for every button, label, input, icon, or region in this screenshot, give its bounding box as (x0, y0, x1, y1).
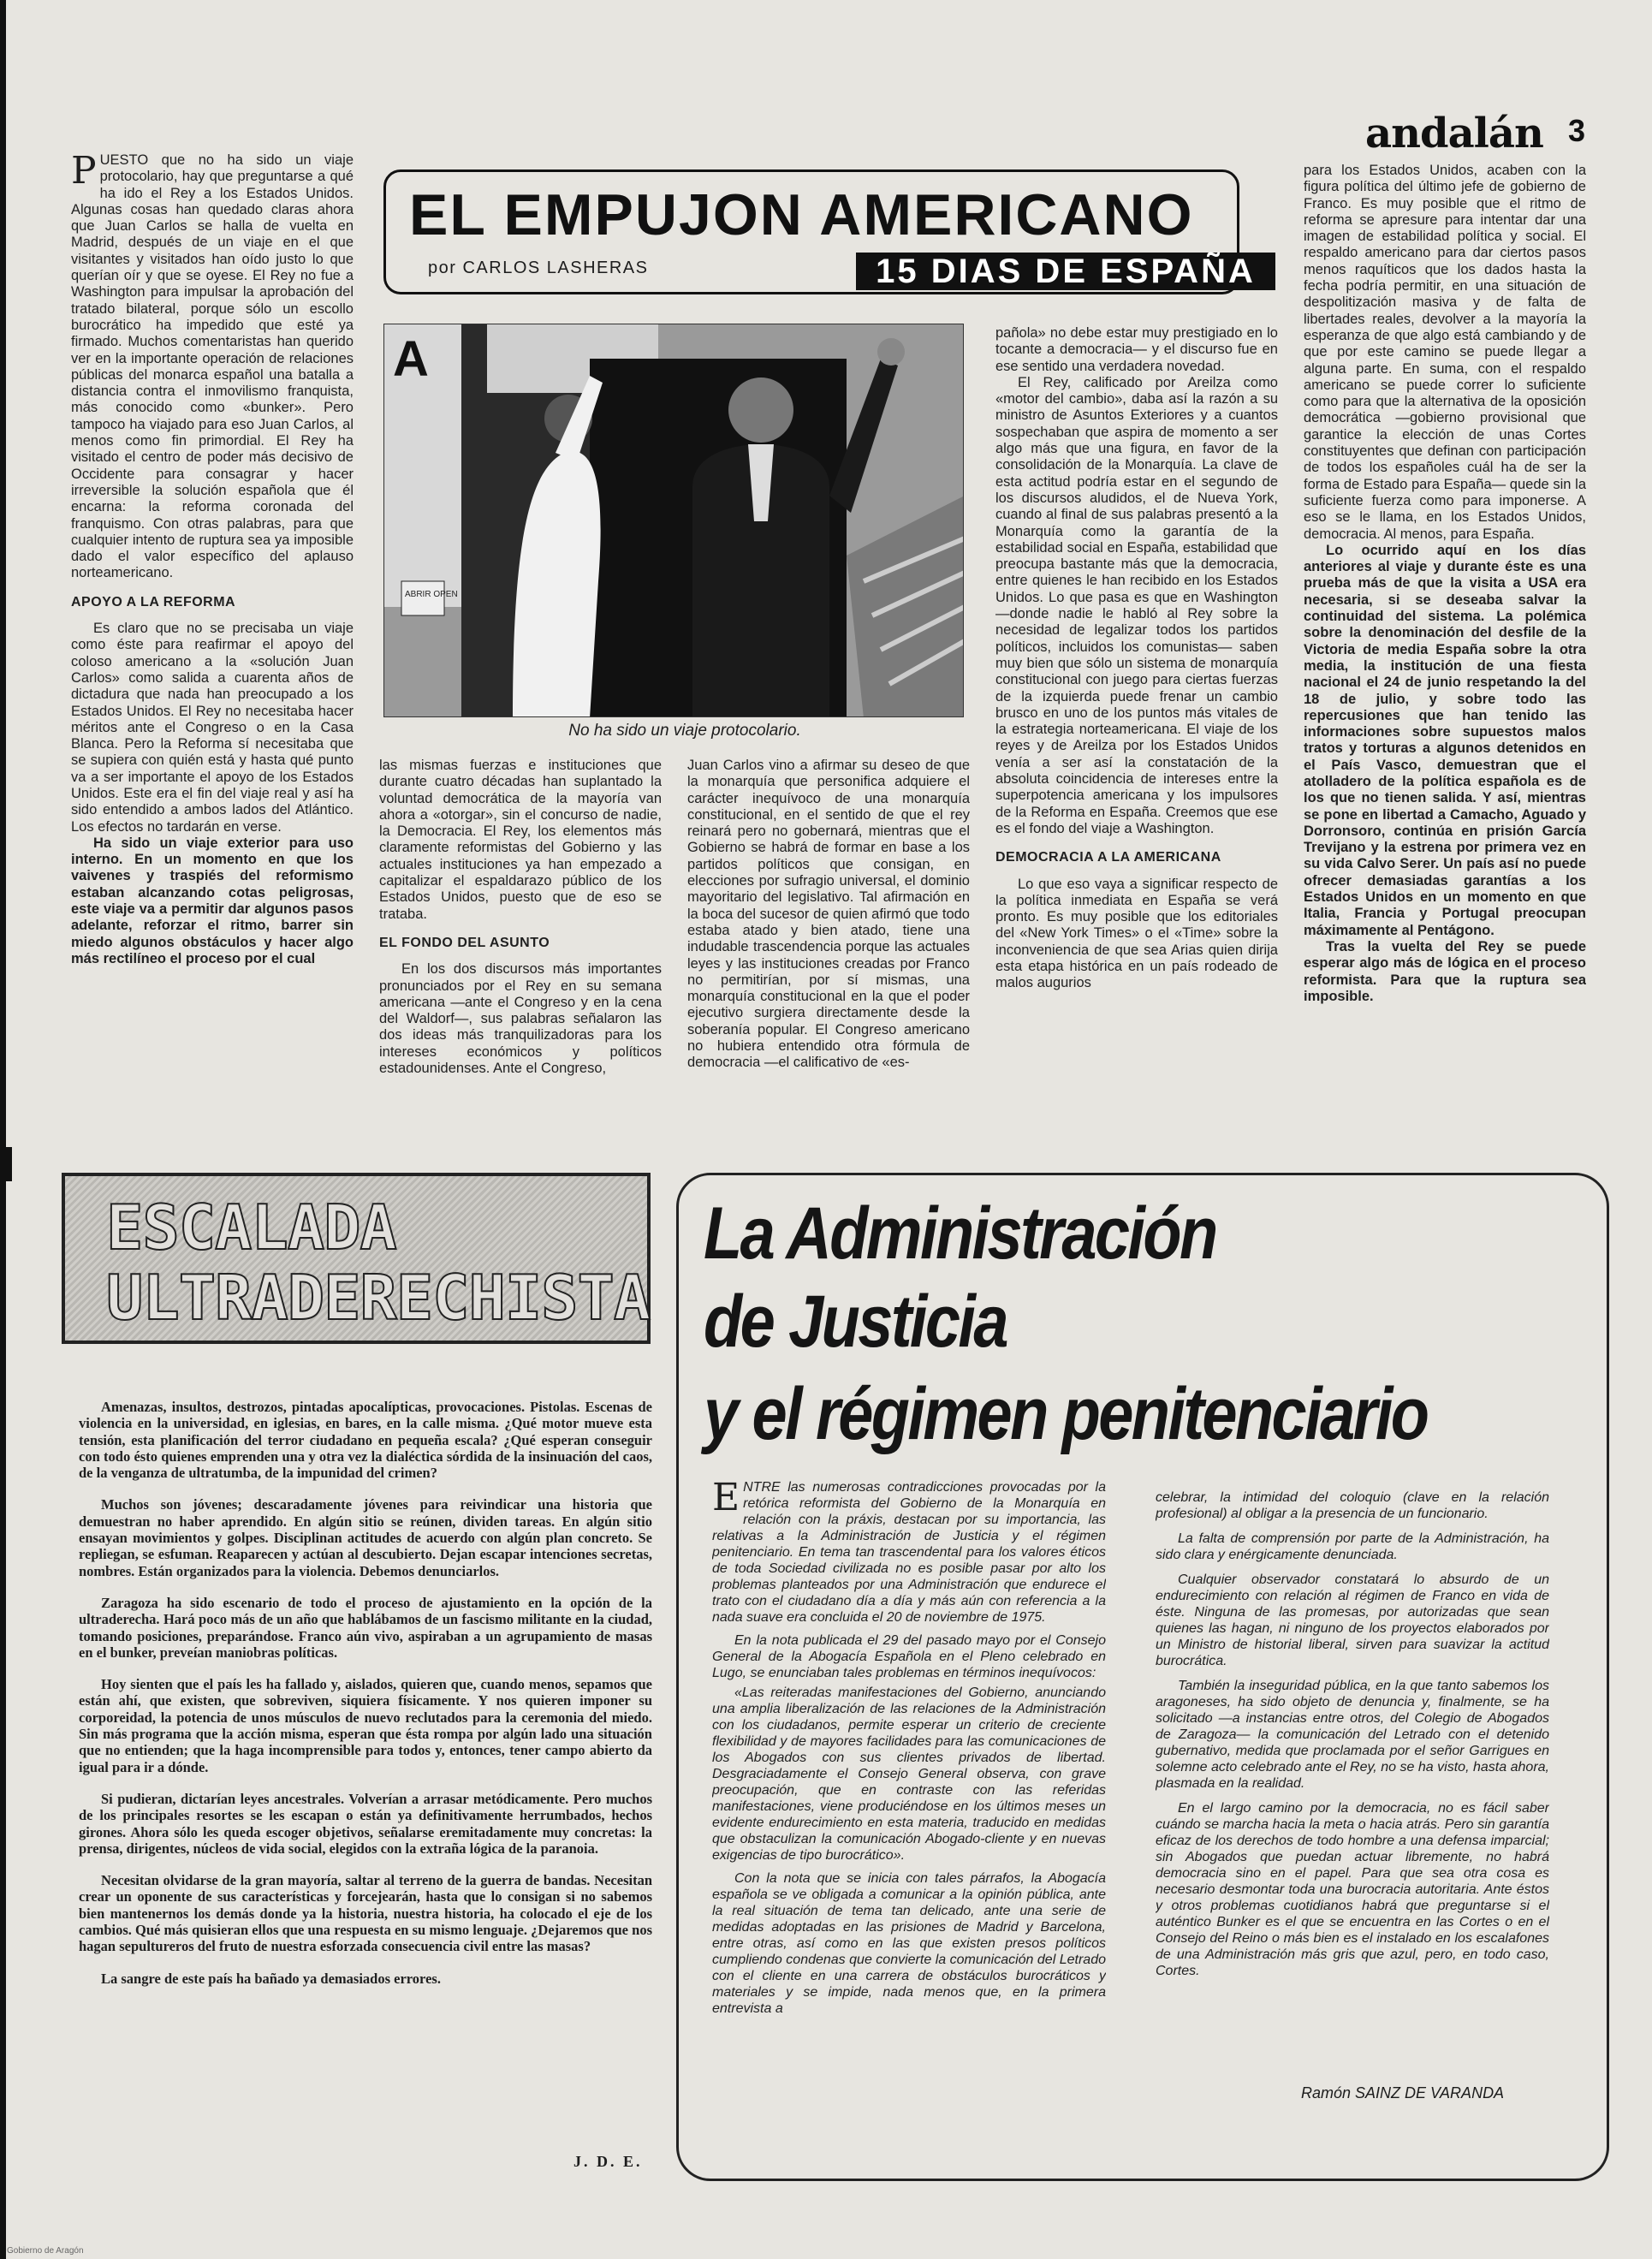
paragraph: Lo que eso vaya a significar respecto de la política inmediata en España se verá pronto. Es muy posible que los editoriales del «New York Times» o el «Time» sobre la inconveniencia de que sea Arias quien dirija esta etapa histórica en un país rodeado de malos augurios (995, 876, 1278, 991)
page-edge-mark (0, 1147, 12, 1181)
escalada-title-line1: ESCALADA (106, 1192, 396, 1263)
subheading: DEMOCRACIA A LA AMERICANA (995, 850, 1221, 865)
paragraph: Lo ocurrido aquí en los días anteriores al viaje y durante éste es una prueba más de que la visita a USA era necesaria, si se deseaba salvar la continuidad del sistema. La polémica sobre la denominación del desfile de la Victoria de media España sobre la otra media, la institución de una fiesta nacional el 24 de junio respetando la del 18 de julio, y sobre todo las repercusiones que han tenido las informaciones sobre supuestos malos tratos y torturas a algunos detenidos en el País Vasco, demuestran que el atolladero de la política española es de los que no tienen salida. Y así, mientras se pone en libertad a Camacho, Aguado y Dorronsoro, continúa en prisión García Trevijano y la estrena por primera vez en su vida Calvo Serer. Un país así no puede ofrecer demasiadas garantías a los Estados Unidos en un momento en que Italia, Francia y Portugal preocupan máximamente al Pentágono. (1304, 542, 1586, 938)
paragraph: Con la nota que se inicia con tales párrafos, la Abogacía española se ve obligada a comunicar a la opinión pública, ante la real situación de tema tan delicado, ante una serie de medidas adoptadas en las prisiones de Madrid y Barcelona, entre otras, así como en las que existen presos políticos cumpliendo condenas que convierte la comunicación del Letrado con el cliente en una carrera de obstáculos burocráticos y materiales y se impide, nada menos que, en la primera entrevista a (712, 1871, 1106, 2016)
paragraph: NTRE las numerosas contradicciones provocadas por la retórica reformista del Gobierno de la Monarquía en relación con la práxis, destacan por su importancia, las relativas a la Administración de Justicia y el régimen penitenciario. En tema tan trascendental para los valores éticos de toda Sociedad civilizada no es posible pasar por alto los problemas planteados por una Administración que endurece el trato con el ciudadano día a día y más aún con referencia a la nada suave era concluida el 20 de noviembre de 1975. (712, 1480, 1106, 1625)
section-banner: 15 DIAS DE ESPAÑA (856, 253, 1275, 290)
paragraph: La sangre de este país ha bañado ya demasiados errores. (101, 1970, 441, 1987)
paragraph: El Rey, calificado por Areilza como «motor del cambio», daba así la razón a su ministro de Asuntos Exteriores y a cuantos sospechaban que aspira de momento a ser algo más que una figura, en favor de la consolidación de la Monarquía. La clave de esta actitud podría estar en el segundo de los discursos aludidos, el de Nueva York, cuando al final de sus palabras presentó a la Monarquía como la garantía de la estabilidad social en España, estabilidad que preocupa bastante más que la democracia, entre quienes le han recibido en los Estados Unidos. Lo que pasa es que en Washington —donde nadie le habló al Rey sobre la necesidad de legalizar todos los partidos políticos, incluidos los comunistas— saben muy bien que sólo un sistema de monarquía constitucional con juego para ciertas fuerzas de la izquierda puede frenar un cambio brusco en uno de los puntos más vitales de la estrategia norteamericana. El viaje de los reyes y de Areilza por los Estados Unidos venía a ser así la constatación de la absoluta coincidencia de intereses entre la superpotencia americana y los impulsores de la Reforma en España. Creemos que ese es el fondo del viaje a Washington. (995, 374, 1278, 836)
byline: por CARLOS LASHERAS (428, 259, 649, 277)
paragraph: Zaragoza ha sido escenario de todo el proceso de ajustamiento en la opción de la ultraderecha. Hará poco más de un año que hablábamos de un fascismo militante en la ciudad, tomando posiciones, preparándose. Franco aún vivo, aspiraban a un agrupamiento de masas en el bunker, preveían maniobras políticas. (79, 1594, 652, 1661)
paragraph: «Las reiteradas manifestaciones del Gobierno, anunciando una amplia liberalización de las relaciones de la Administración con los ciudadanos, permite esperar un criterio de creciente flexibilidad y de mayores facilidades para las comunicaciones de los Abogados con sus clientes privados de libertad. Desgraciadamente el Consejo General observa, con grave preocupación, que en contraste con las referidas manifestaciones, viene produciéndose en los últimos meses un evidente endurecimiento en esta materia, traducido en medidas que obstaculizan la comunicación Abogado-cliente y en nuevas exigencias de tipo burocrático». (712, 1685, 1106, 1863)
page-number: 3 (1568, 113, 1586, 148)
photo-caption: No ha sido un viaje protocolario. (568, 722, 801, 740)
page-edge-bar (0, 0, 6, 2259)
paragraph: Cualquier observador constatará lo absurdo de un endurecimiento con relación al régimen de Franco en vida de éste. Ninguna de las promesas, por autorizadas que sean quienes las hagan, ni ninguno de los proyectos elaborados por un Ministro de historial liberal, sirven para suavizar la actitud burocrática. (1156, 1572, 1549, 1668)
article-column-2 (379, 758, 662, 1144)
paragraph: Muchos son jóvenes; descaradamente jóvenes para reivindicar una historia que demuestran no haber aprendido. En algún sitio se reúnen, dividen tareas. En algún sitio ensayan movimientos y golpes. Disciplinan actitudes de acuerdo con algún plan concreto. Se repliegan, se esfuman. Reaparecen y actúan al descubierto. Dejan escapar intenciones secretas, nombres. Están organizados para la violencia. Debemos denunciarlos. (79, 1496, 652, 1579)
paragraph: En el largo camino por la democracia, no es fácil saber cuándo se marcha hacia la meta o hacia atrás. Pero sin garantía eficaz de los derechos de todo hombre a una defensa imparcial; sin Abogados que puedan actuar libremente, no habrá democracia sino en el papel. Para que sea otra cosa es necesario desmontar toda una burocracia autoritaria. Ante éstos y otros problemas cuotidianos habrá que preguntarse si el auténtico Bunker es el que se encuentra en las Cortes o en el Consejo del Reino o más bien es el instalado en los escalafones de una Administración más gris que azul, pero, en todo caso, Cortes. (1156, 1801, 1549, 1978)
paragraph: También la inseguridad pública, en la que tanto sabemos los aragoneses, ha sido objeto de denuncia y, finalmente, se ha solicitado —a instancias entre otros, del Colegio de Abogados de Zaragoza— la comunicación del Letrado con el detenido gubernativo, medida que proclamada por el señor Garrigues en solemne acto celebrado ante el Rey, no se ha visto, hasta ahora, plasmada en la realidad. (1156, 1679, 1549, 1791)
paragraph: Ha sido un viaje exterior para uso interno. En un momento en que los vaivenes y traspiés del reformismo estaban alcanzando cotas peligrosas, este viaje va a permitir dar algunos pasos adelante, reforzar el ritmo, barrer sin miedo algunos obstáculos y hacer algo más rectilíneo el proceso por el cual (71, 835, 354, 966)
paragraph: Hoy sienten que el país les ha fallado y, aislados, quieren que, cuando menos, sepamos que están ahí, que existen, que sobreviven, siquiera físicamente. Y nos quieren imponer su corporeidad, la potencia de unos músculos de nuevo reclutados para la ceremonia del miedo. Sin más programa que la acción misma, esperan que ésta rompa por algún lado una situación que no entienden; que la haga incomprensible para todos y, entonces, tener campo abierto da igual para ir a dónde. (79, 1676, 652, 1775)
door-sign: ABRIR OPEN (405, 590, 458, 599)
subheading: APOYO A LA REFORMA (71, 594, 236, 609)
escalada-signature: J. D. E. (573, 2153, 643, 2170)
article-column-5 (1304, 163, 1586, 1144)
subheading: EL FONDO DEL ASUNTO (379, 935, 550, 950)
article-column-4 (995, 325, 1278, 1144)
dropcap: P (71, 152, 97, 193)
paragraph: las mismas fuerzas e instituciones que durante cuatro décadas han suplantado la voluntad democrática de la mayoría van ahora a «otorgar», sin el concurso de nadie, la Democracia. El Rey, los elementos más claramente reformistas del Gobierno y las actuales instituciones ya han empezado a capitalizar el espaldarazo público de los Estados Unidos, puesto que de eso se trataba. (379, 758, 662, 922)
justicia-title-line2: de Justicia (704, 1281, 1007, 1363)
paragraph: En la nota publicada el 29 del pasado mayo por el Consejo General de la Abogacía Española en el Pleno celebrado en Lugo, se enunciaban tales problemas en términos inequívocos: (712, 1633, 1106, 1680)
dropcap: E (712, 1479, 740, 1519)
paragraph: Juan Carlos vino a afirmar su deseo de que la monarquía que personifica adquiere el carácter inequívoco de una monarquía constitucional, en el sentido de que el rey reinará pero no gobernará, mientras que el Gobierno se habrá de formar en base a los partidos políticos que consigan, en elecciones por sufragio universal, el dominio mayoritario del legislativo. Tal afirmación en la boca del sucesor de quien afirmó que todo estaba atado y bien atado, tiene una indudable trascendencia porque las actuales leyes y las instituciones creadas por Franco no permitirían, por sí mismas, una monarquía constitucional en la que el poder ejecutivo surgiera directamente desde la soberanía popular. El Congreso americano no hubiera entendido otra fórmula de democracia —el calificativo de «es- (687, 758, 970, 1071)
justicia-title-line1: La Administración (704, 1192, 1216, 1275)
paragraph: Es claro que no se precisaba un viaje como éste para reafirmar el apoyo del coloso americano a la «solución Juan Carlos» como salida a cuarenta años de dictadura que nada han preocupado a los Estados Unidos. El Rey no necesitaba hacer méritos ante el Congreso o en la Casa Blanca. Pero la Reforma sí necesitaba que se supiera con quién está y hasta qué punto va a ser importante el apoyo de los Estados Unidos. Este era el fin del viaje real y así ha sido entendido a ambos lados del Atlántico. Los efectos no tardarán en verse. (71, 621, 354, 835)
news-photo (383, 324, 964, 717)
paragraph: Necesitan olvidarse de la gran mayoría, saltar al terreno de la guerra de bandas. Necesitan crear un oponente de sus características y forcejearán, hasta que lo consigan si no sabemos bien mantenernos los demás donde ya la historia, nuestra historia, ha colocado el eje de los cambios. Qué más quisieran ellos que una respuesta en su mismo lenguaje. ¿Dejaremos que nos hagan sepultureros del fruto de nuestra esforzada consecuencia civil entre las masas? (79, 1872, 652, 1955)
paragraph: celebrar, la intimidad del coloquio (clave en la relación profesional) al obligar a la presencia de un funcionario. (1156, 1490, 1549, 1521)
footer-credit: Gobierno de Aragón (7, 2246, 84, 2256)
paragraph: En los dos discursos más importantes pronunciados por el Rey en su semana americana —ante el Congreso y en la cena del Waldorf—, sus palabras señalaron las dos ideas más tranquilizadoras para los intereses económicos y políticos estadounidenses. Ante el Congreso, (379, 961, 662, 1077)
svg-text:A: A (393, 331, 429, 387)
paragraph: para los Estados Unidos, acaben con la figura política del último jefe de gobierno de Franco. Es muy posible que el ritmo de reforma se apresure para intentar dar una imagen de estabilidad política y social. El respaldo americano para dar ciertos pasos menos raquíticos que los dados hasta la fecha podría permitir, en una situación de despolitización masiva y de falta de libertades reales, devolver a la mayoría la esperanza de que algo está cambiando y de que por este camino se puede llegar a alguna parte. En suma, con el respaldo americano se puede correr lo suficiente como para que la alternativa de la oposición democrática —gobierno provisional que garantice la elección de unas Cortes constituyentes que definan con participación de todos los españoles cuál ha de ser la forma de Estado para España— quede sin la suficiente fuerza como para imponerse. A eso se le llama, en los Estados Unidos, democracia. Al menos, para España. (1304, 163, 1586, 542)
justicia-title-line3: y el régimen penitenciario (704, 1373, 1428, 1455)
article-column-3 (687, 758, 970, 1144)
paragraph: Si pudieran, dictarían leyes ancestrales. Volverían a arrasar metódicamente. Pero muchos de los principales resortes se les escapan o están ya definitivamente herrumbados, hechos girones. Ahora sólo les queda escoger objetivos, señalarse eremitadamente muy concretas: la prensa, dirigentes, núcleos de vida social, elegidos con la extraña lógica de la paranoia. (79, 1790, 652, 1857)
paragraph: UESTO que no ha sido un viaje protocolario, hay que preguntarse a qué ha ido el Rey a los Estados Unidos. Algunas cosas han quedado claras ahora que Juan Carlos se halla de vuelta en Madrid, después de un viaje en el que visitantes y visitados han oído justo lo que querían oír y que se oyese. El Rey no fue a Washington para impulsar la aprobación del tratado bilateral, porque sólo un escollo burocrático ha impedido que esté ya firmado. Muchos comentaristas han querido ver en la importante operación de relaciones públicas del monarca español una batalla a distancia contra el inmovilismo franquista, más conocido como «bunker». Pero tampoco ha viajado para eso Juan Carlos, al menos como fin primordial. El Rey ha visitado el centro de poder más decisivo de Occidente para consagrar y hacer irreversible la solución española que él encarna: la reforma coronada del franquismo. Con otras palabras, para que cualquier intento de ruptura sea ya imposible dado el valor específico del aplauso norteamericano. (71, 152, 354, 581)
headline: EL EMPUJON AMERICANO (409, 182, 1194, 247)
justicia-column-a (712, 1479, 1106, 2164)
paragraph: pañola» no debe estar muy prestigiado en lo tocante a democracia— y el discurso fue en ese sentido una verdadera novedad. (995, 325, 1278, 374)
paragraph: Tras la vuelta del Rey se puede esperar algo más de lógica en el proceso reformista. Para que la ruptura sea imposible. (1304, 938, 1586, 1004)
justicia-signature: Ramón SAINZ DE VARANDA (1301, 2084, 1505, 2101)
masthead-logo: andalán (1365, 110, 1543, 158)
escalada-title-box (62, 1173, 651, 1344)
justicia-column-b (1156, 1489, 1549, 2080)
paragraph: La falta de comprensión por parte de la Administración, ha sido clara y enérgicamente denunciada. (1156, 1531, 1549, 1562)
escalada-article-body (79, 1399, 652, 2143)
paragraph: Amenazas, insultos, destrozos, pintadas apocalípticas, provocaciones. Pistolas. Escenas de violencia en la universidad, en iglesias, en bares, en la calle misma. ¿Qué motor mueve esta tensión, esta planificación del terror ciudadano en pequeña escala? ¿Qué esperan conseguir con todo ésto quienes emprenden una y otra vez la dialéctica sórdida de la insinuación del caos, de la venganza de ultratumba, de la impunidad del crimen? (79, 1399, 652, 1482)
escalada-title-line2: ULTRADERECHISTA (106, 1262, 651, 1334)
article-column-1 (71, 152, 354, 1144)
photo-illustration (384, 324, 964, 717)
